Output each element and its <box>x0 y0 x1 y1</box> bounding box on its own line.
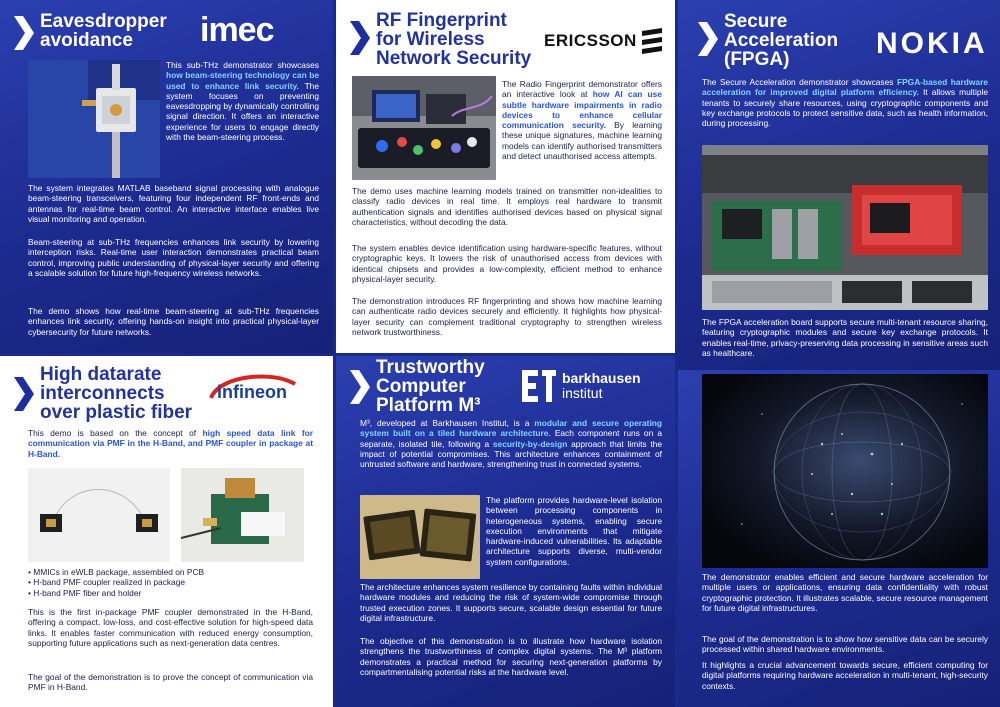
chevron-icon <box>698 22 718 56</box>
panel-header <box>698 12 838 69</box>
panel-secure-acceleration <box>678 0 1000 370</box>
intro-text: The Radio Fingerprint demonstrator offers an interactive look at how AI can use subtle hardware impairments in radio devices to enhance cellular communication security. By learning these unique signatures, machine learning models can identify authorised transmitters and detect unauthorised access attempts. <box>502 79 662 161</box>
list-item: • MMICs in eWLB package, assembled on PCB <box>28 567 313 577</box>
body-paragraph-2: The system enables device identification using hardware-specific features, without cryptographic keys. It lowers the risk of unauthorised access from devices with identical chipsets and provides a low-complexity, efficient method to enhance physical-layer security. <box>352 243 662 284</box>
imec-logo: imec <box>200 11 274 49</box>
body-paragraph-2: The demonstrator enables efficient and secure hardware acceleration for multiple users or applications, ensuring data confidentiality with robust cryptographic protection. It illustrates scalable, secure resource management for future digital infrastructures. <box>702 572 988 613</box>
ericsson-mark-icon <box>642 28 662 54</box>
panel-secure-acceleration-cont <box>678 370 1000 707</box>
panel-high-datarate <box>0 356 333 707</box>
panel-header <box>350 358 485 415</box>
list-item: • H-band PMF fiber and holder <box>28 588 313 598</box>
panel-eavesdropper <box>0 0 333 353</box>
barkhausen-mark-icon <box>522 370 556 402</box>
body-paragraph-1: The system integrates MATLAB baseband signal processing with analogue beam-steering transceivers, featuring four independent RF front-ends and antennas for real-time beam control. An interactive interface enables live visual monitoring and operation. <box>28 183 319 224</box>
panel-trustworthy-computer <box>336 356 675 707</box>
barkhausen-logo: barkhausen institut <box>522 370 641 402</box>
intro-text: This sub-THz demonstrator showcases how beam-steering technology can be used to enhance link security. The system focuses on preventing eavesdropping by dynamically controlling signal direction. It offers an interactive experience for users to engage directly with the beam-steering process. <box>166 60 319 142</box>
body-paragraph-4: It highlights a crucial advancement towards secure, efficient computing for digital platforms requiring hardware acceleration in multi-tenant, high-security contexts. <box>702 660 988 691</box>
panel-header <box>14 365 192 422</box>
panel-title: RF Fingerprint for Wireless Network Security <box>376 10 532 69</box>
infineon-logo: infineon <box>207 370 299 412</box>
panel-title: Secure Acceleration (FPGA) <box>724 11 839 70</box>
panel-header <box>14 12 167 50</box>
intro-text: This demo is based on the concept of high speed data link for communication via PMF in the H-Band, and PMF coupler in package at H-Band. <box>28 428 314 459</box>
body-paragraph-2: The goal of the demonstration is to prove the concept of communication via PMF in H-Band. <box>28 672 313 693</box>
body-paragraph-1: This is the first in-package PMF coupler demonstrated in the H-Band, offering a compact, low-loss, and cost-effective solution for high-speed data links. It enables faster communication with reduced energy consumption, supporting future applications such as next-generation data centres. <box>28 607 313 648</box>
intro-text: M³, developed at Barkhausen Institut, is a modular and secure operating system built on a tiled hardware architecture. Each component runs on a separate, isolated tile, following a security-by-design approach that limits the impact of potential compromises. This architecture enhances containment of untrusted software and hardware, strengthening trust in connected systems. <box>360 418 662 469</box>
list-item: • H-band PMF coupler realized in package <box>28 577 313 587</box>
fpga-board-photo <box>702 145 988 310</box>
chip-tiles-photo <box>360 495 480 579</box>
intro-text: The Secure Acceleration demonstrator showcases FPGA-based hardware acceleration for improved digital platform efficiency. It allows multiple tenants to securely share resources, using cryptographic components and key exchange protocols to protect sensitive data, such as health information, during processing. <box>702 77 989 128</box>
pmf-fiber-photo <box>28 468 170 562</box>
body-paragraph-3: The objective of this demonstration is to illustrate how hardware isolation strengthens the trustworthiness of complex digital systems. The M³ platform demonstrates a practical method for securing next-generation platforms by compartmentalising potential risks at the hardware level. <box>360 636 662 677</box>
body-paragraph-1: The demo uses machine learning models trained on transmitter non-idealities to classify radio devices in real time. It employs real hardware to transmit authentication signals and identifies authorised devices based on physical signal characteristics, without decoding the data. <box>352 186 662 227</box>
chevron-icon <box>350 370 370 404</box>
feature-list <box>28 567 313 598</box>
chevron-icon <box>14 16 34 50</box>
panel-title: Eavesdropper avoidance <box>40 11 167 51</box>
chevron-icon <box>350 21 370 55</box>
body-paragraph-2: The architecture enhances system resilience by containing faults within individual hardware modules and reducing the risk of system-wide compromise through trusted execution zones. It supports secure, scalable design essential for future digital infrastructure. <box>360 582 662 623</box>
ericsson-logo: ERICSSON <box>544 28 662 54</box>
digital-globe-image <box>702 374 988 568</box>
beam-steering-photo <box>28 60 160 178</box>
rf-demo-photo <box>352 76 496 180</box>
pmf-coupler-photo <box>181 468 304 562</box>
nokia-logo: NOKIA <box>876 27 988 60</box>
body-paragraph-3: The demonstration introduces RF fingerprinting and shows how machine learning can authenticate radio devices securely and efficiently. It highlights how physical-layer security can complement traditional cryptography to strengthen wireless network trustworthiness. <box>352 296 662 337</box>
panel-title: Trustworthy Computer Platform M³ <box>376 357 485 416</box>
body-paragraph-2: Beam-steering at sub-THz frequencies enhances link security by lowering interception risks. Real-time user interaction demonstrates practical beam control, improving public understanding of physical-layer security and offering a scalable solution for future high-frequency wireless networks. <box>28 237 319 278</box>
panel-title: High datarate interconnects over plastic fiber <box>40 364 193 423</box>
body-paragraph-1: The FPGA acceleration board supports secure multi-tenant resource sharing, featuring cryptographic modules and secure key exchange protocols. It enables real-time, privacy-preserving data processing in sensitive areas such as healthcare. <box>702 317 988 358</box>
chevron-icon <box>14 377 34 411</box>
panel-rf-fingerprint <box>336 0 675 353</box>
body-paragraph-3: The goal of the demonstration is to show how sensitive data can be securely processed within shared hardware environments. <box>702 634 988 655</box>
body-paragraph-1: The platform provides hardware-level isolation between processing components in heterogeneous systems, enabling secure execution environments that mitigate hardware-induced vulnerabilities. Its adaptable architecture supports diverse, multi-vendor system configurations. <box>486 495 662 567</box>
panel-header <box>350 11 531 68</box>
body-paragraph-3: The demo shows how real-time beam-steering at sub-THz frequencies enhances link security, offering hands-on insight into practical physical-layer cybersecurity for future networks. <box>28 306 319 337</box>
